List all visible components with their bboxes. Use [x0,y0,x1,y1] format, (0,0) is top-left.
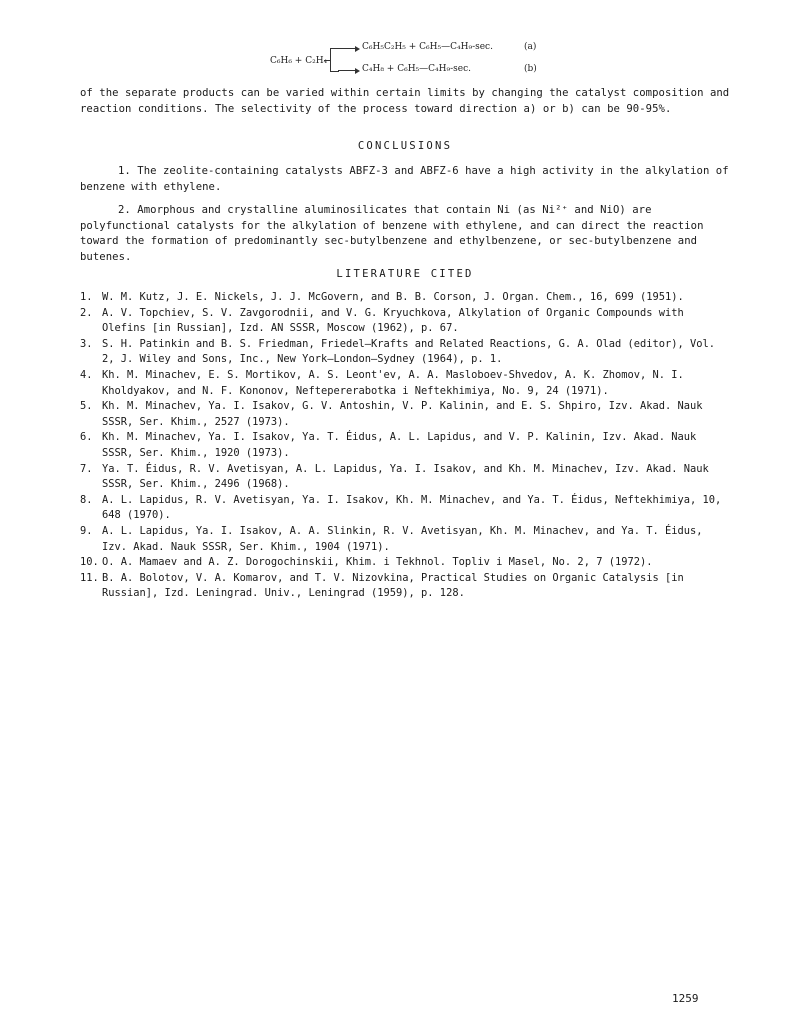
conclusions-heading: CONCLUSIONS [357,140,453,152]
reference-item [80,399,730,430]
reference-number: 6. [80,431,93,444]
reference-number: 7. [80,462,93,475]
reaction-scheme [270,40,570,86]
reference-text: Kh. M. Minachev, Ya. I. Isakov, Ya. T. Éidus, A. L. Lapidus, and V. P. Kalinin, Izv. Akad. Nauk SSSR, Ser. Khim., 1920 (1973). [102,431,697,459]
reference-item [80,571,730,602]
reference-text: Ya. T. Éidus, R. V. Avetisyan, A. L. Lapidus, Ya. I. Isakov, and Kh. M. Minachev, Izv. Akad. Nauk SSSR, Ser. Khim., 2496 (1968). [102,462,709,491]
scheme-product-a: C₆H₅C₂H₅ + C₆H₅—C₄H₉-sec. [362,42,493,52]
reference-text: S. H. Patinkin and B. S. Friedman, Friedel–Krafts and Related Reactions, G. A. Olad (editor), Vol. 2, J. Wiley and Sons, Inc., New York–London–Sydney (1964), p. 1. [102,337,716,366]
scheme-label-a: (a) [524,42,537,52]
scheme-reactants: C₆H₆ + C₂H₄ [270,56,328,66]
conclusion-item-2: 2. Amorphous and crystalline aluminosilicates that contain Ni (as Ni²⁺ and NiO) are polyfunctional catalysts for the alkylation of benzene with ethylene, and can direct the reaction toward the formation of predominantly sec-butylbenzene and ethylbenzene, or sec-butylbenzene and butenes. [80,204,704,263]
reference-text: W. M. Kutz, J. E. Nickels, J. J. McGovern, and B. B. Corson, J. Organ. Chem., 16, 699 (1951). [102,291,684,303]
reference-number: 10. [80,556,99,569]
reference-text: O. A. Mamaev and A. Z. Dorogochinskii, Khim. i Tekhnol. Topliv i Masel, No. 2, 7 (1972). [102,556,653,569]
reference-text: A. L. Lapidus, Ya. I. Isakov, A. A. Slinkin, R. V. Avetisyan, Kh. M. Minachev, and Ya. T. Éidus, Izv. Akad. Nauk SSSR, Ser. Khim., 1904 (1971). [102,524,703,553]
reference-item [80,337,730,368]
reference-item [80,368,730,399]
reference-text: Kh. M. Minachev, E. S. Mortikov, A. S. Leont'ev, A. A. Masloboev-Shvedov, A. K. Zhomov, N. I. Kholdyakov, and N. F. Kononov, Neftepererabotka i Neftekhimiya, No. 9, 24 (1971). [102,368,684,397]
reference-number: 11. [80,571,99,584]
reference-number: 2. [80,306,93,319]
reference-text: B. A. Bolotov, V. A. Komarov, and T. V. Nizovkina, Practical Studies on Organic Catalysis [in Russian], Izd. Leningrad. Univ., Leningrad (1959), p. 128. [102,571,684,600]
reference-text: A. L. Lapidus, R. V. Avetisyan, Ya. I. Isakov, Kh. M. Minachev, and Ya. T. Éidus, Neftekhimiya, 10, 648 (1970). [102,493,722,522]
reference-text: Kh. M. Minachev, Ya. I. Isakov, G. V. Antoshin, V. P. Kalinin, and E. S. Shpiro, Izv. Akad. Nauk SSSR, Ser. Khim., 2527 (1973). [102,400,703,428]
reference-number: 9. [80,524,93,537]
page-number: 1259 [672,992,699,1005]
reference-item [80,430,730,461]
conclusion-item-1: 1. The zeolite-containing catalysts ABFZ-3 and ABFZ-6 have a high activity in the alkylation of benzene with ethylene. [80,165,729,193]
scheme-branch-bracket [330,48,339,72]
reference-item [80,524,730,555]
arrow-right-icon [338,70,356,71]
reference-number: 4. [80,368,93,381]
reference-item [80,462,730,493]
reference-list [80,290,730,602]
reference-item [80,306,730,337]
reference-item [80,493,730,524]
reference-item [80,555,730,571]
reference-item [80,290,730,306]
reference-text: A. V. Topchiev, S. V. Zavgorodnii, and V. G. Kryuchkova, Alkylation of Organic Compounds with Olefins [in Russian], Izd. AN SSSR, Moscow (1962), p. 67. [102,306,684,335]
reference-number: 1. [80,291,93,303]
reference-number: 8. [80,493,93,506]
scheme-product-b: C₄H₈ + C₆H₅—C₄H₉-sec. [362,64,472,74]
intro-paragraph: of the separate products can be varied within certain limits by changing the catalyst composition and reaction conditions. The selectivity of the process toward direction a) or b) can be 90-95%. [80,87,730,115]
arrow-right-icon [338,48,356,49]
scheme-label-b: (b) [524,64,537,74]
literature-heading: LITERATURE CITED [336,268,474,280]
reference-number: 5. [80,400,93,413]
reference-number: 3. [80,337,93,350]
